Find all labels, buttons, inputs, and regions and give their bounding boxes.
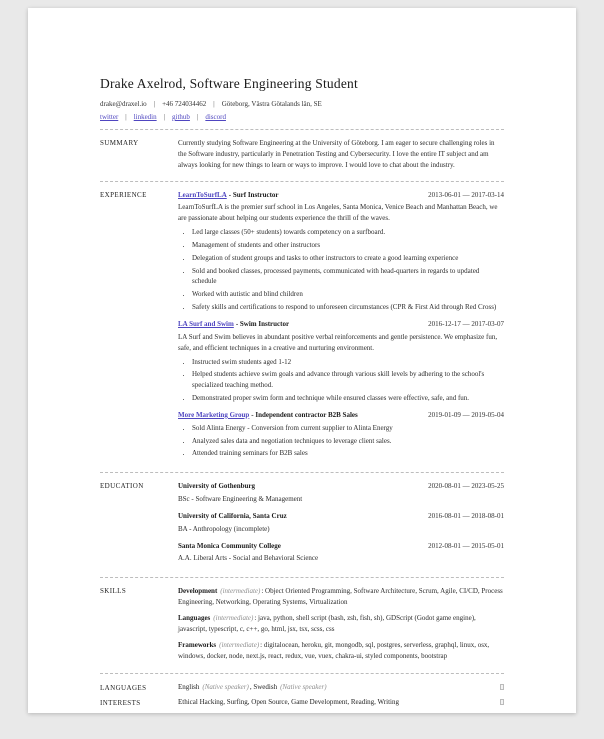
link-linkedin[interactable]: linkedin bbox=[133, 113, 157, 121]
separator: | bbox=[196, 113, 199, 121]
job-bullets bbox=[178, 357, 504, 404]
job-description: LA Surf and Swim believes in abundant positive verbal reinforcements and gentle persistence. We emphasize fun, safe, and efficient techniques in a creative and nurturing environment. bbox=[178, 332, 498, 352]
job-title bbox=[178, 319, 289, 330]
skill-level: (intermediate) bbox=[213, 614, 254, 622]
skill-level: (intermediate) bbox=[220, 587, 261, 596]
section-label-skills: SKILLS bbox=[100, 587, 127, 596]
bullet-item: • Management of students and other instructors bbox=[192, 240, 504, 251]
bullet-item: • Sold Alinta Energy - Conversion from current supplier to Alinta Energy bbox=[192, 423, 504, 434]
interests-list: Ethical Hacking, Surfing, Open Source, Game Development, Reading, Writing bbox=[178, 698, 400, 707]
languages-row bbox=[100, 682, 504, 694]
social-links-row bbox=[100, 113, 504, 121]
company-link[interactable]: LA Surf and Swim bbox=[178, 319, 234, 328]
unrendered-glyph-box bbox=[500, 684, 504, 690]
skill-group bbox=[178, 613, 504, 635]
job-role: - Independent contractor B2B Sales bbox=[251, 410, 358, 419]
skill-group bbox=[178, 640, 504, 662]
skill-name: Languages bbox=[178, 614, 211, 622]
company-link[interactable]: LearnToSurfLA bbox=[178, 190, 227, 199]
link-discord[interactable]: discord bbox=[205, 113, 226, 121]
job-entry bbox=[178, 190, 504, 313]
separator: | bbox=[163, 113, 166, 121]
job-bullets bbox=[178, 227, 504, 313]
language-level: (Native speaker) bbox=[280, 683, 327, 692]
contact-row bbox=[100, 100, 504, 108]
school-name: Santa Monica Community College bbox=[178, 541, 281, 550]
contact-location: Göteborg, Västra Götalands län, SE bbox=[221, 100, 322, 108]
bullet-item: • Worked with autistic and blind children bbox=[192, 289, 504, 300]
degree: BSc - Software Engineering & Management bbox=[178, 495, 303, 504]
section-languages-interests bbox=[100, 673, 504, 713]
interests-row bbox=[100, 697, 504, 709]
skill-level: (intermediate) bbox=[219, 640, 260, 649]
section-summary bbox=[100, 129, 504, 181]
separator: | bbox=[125, 113, 127, 121]
bullet-item: • Safety skills and certifications to respond to unforeseen circumstances (CPR & First Aid through Red Cross) bbox=[192, 302, 504, 313]
separator: | bbox=[213, 100, 215, 108]
job-role: - Swim Instructor bbox=[235, 319, 290, 328]
interests-text bbox=[178, 697, 504, 709]
skill-items: : digitalocean, heroku, git, mongodb, sql, postgres, serverless, graphql, linux, osx, windows, docker, node, next.js, react, redux, vue, vuex, chakra-ui, styled components, bootstrap bbox=[178, 640, 490, 660]
degree: BA - Anthropology (incomplete) bbox=[178, 524, 270, 533]
bullet-item: • Demonstrated proper swim form and technique while ensured classes were effective, safe, and fun. bbox=[192, 393, 504, 404]
education-entry bbox=[178, 541, 504, 565]
education-entry bbox=[178, 511, 504, 535]
contact-phone: +46 724034462 bbox=[162, 100, 207, 108]
bullet-item: • Led large classes (50+ students) towards competency on a surfboard. bbox=[192, 227, 504, 238]
job-dates: 2013-06-01 — 2017-03-14 bbox=[428, 190, 504, 199]
bullet-item: • Analyzed sales data and negotiation techniques to leverage client sales. bbox=[192, 436, 504, 447]
language-level: (Native speaker) bbox=[202, 683, 249, 692]
job-entry bbox=[178, 319, 504, 404]
page-title: Drake Axelrod, Software Engineering Student bbox=[100, 76, 358, 91]
bullet-item: • Instructed swim students aged 1-12 bbox=[192, 357, 504, 368]
separator: | bbox=[153, 100, 156, 108]
skill-name: Frameworks bbox=[178, 640, 217, 649]
section-experience bbox=[100, 181, 504, 473]
school-name: University of Gothenburg bbox=[178, 482, 255, 491]
company-link[interactable]: More Marketing Group bbox=[178, 410, 250, 419]
section-label-education: EDUCATION bbox=[100, 482, 144, 491]
link-github[interactable]: github bbox=[172, 113, 190, 121]
skill-items: : Object Oriented Programming, Software Architecture, Scrum, Agile, CI/CD, Process Engineering, Networking, Operating Systems, Virtualization bbox=[178, 587, 503, 607]
school-dates: 2012-08-01 — 2015-05-01 bbox=[428, 541, 504, 550]
summary-text: Currently studying Software Engineering at the University of Göteborg. I am eager to secure challenging roles in the Software industry, particularly in Penetration Testing and Cybersecurity. I love the entire IT subject and am always looking for new things to learn or ways to improve. I would love to chat about the industry. bbox=[178, 139, 495, 169]
skill-name: Development bbox=[178, 587, 218, 596]
job-dates: 2016-12-17 — 2017-03-07 bbox=[428, 319, 504, 328]
job-title bbox=[178, 410, 358, 421]
section-label-experience: EXPERIENCE bbox=[100, 190, 147, 199]
section-label-interests: INTERESTS bbox=[100, 699, 141, 708]
unrendered-glyph-box bbox=[500, 699, 504, 705]
bullet-item: • Attended training seminars for B2B sales bbox=[192, 448, 504, 459]
languages-text bbox=[178, 682, 504, 694]
school-dates: 2020-08-01 — 2023-05-25 bbox=[428, 482, 504, 491]
section-label-languages: LANGUAGES bbox=[100, 684, 147, 693]
job-entry bbox=[178, 410, 504, 459]
bullet-item: • Sold and booked classes, processed payments, communicated with head-quarters in regards to updated schedule bbox=[192, 266, 504, 288]
education-entry bbox=[178, 481, 504, 505]
job-bullets bbox=[178, 423, 504, 460]
degree: A.A. Liberal Arts - Social and Behavioral Science bbox=[178, 554, 319, 563]
bullet-item: • Helped students achieve swim goals and advance through various skill levels by adhering to the school's specialized teaching method. bbox=[192, 369, 504, 391]
skill-items: : java, python, shell script (bash, zsh, fish, sh), GDScript (Godot game engine), javascript, typescript, c, c++, go, html, jsx, tsx, scss, css bbox=[178, 614, 476, 633]
school-name: University of California, Santa Cruz bbox=[178, 511, 287, 520]
job-description: LearnToSurfLA is the premier surf school in Los Angeles, Santa Monica, Venice Beach and Manhattan Beach, we are passionate about helping our students experience the thrill of the waves. bbox=[178, 203, 498, 223]
resume-page bbox=[28, 8, 576, 713]
bullet-item: • Delegation of student groups and tasks to other instructors to create a good learning experience bbox=[192, 253, 504, 264]
section-education bbox=[100, 472, 504, 577]
school-dates: 2016-08-01 — 2018-08-01 bbox=[428, 511, 504, 520]
section-label-summary: SUMMARY bbox=[100, 139, 139, 147]
job-title bbox=[178, 190, 279, 201]
job-dates: 2019-01-09 — 2019-05-04 bbox=[428, 410, 504, 419]
link-twitter[interactable]: twitter bbox=[100, 113, 119, 121]
job-role: - Surf Instructor bbox=[228, 190, 279, 199]
language-name: , Swedish bbox=[249, 683, 278, 692]
section-skills bbox=[100, 577, 504, 673]
contact-email: drake@draxel.io bbox=[100, 100, 147, 108]
skill-group bbox=[178, 586, 504, 608]
language-name: English bbox=[178, 683, 200, 692]
